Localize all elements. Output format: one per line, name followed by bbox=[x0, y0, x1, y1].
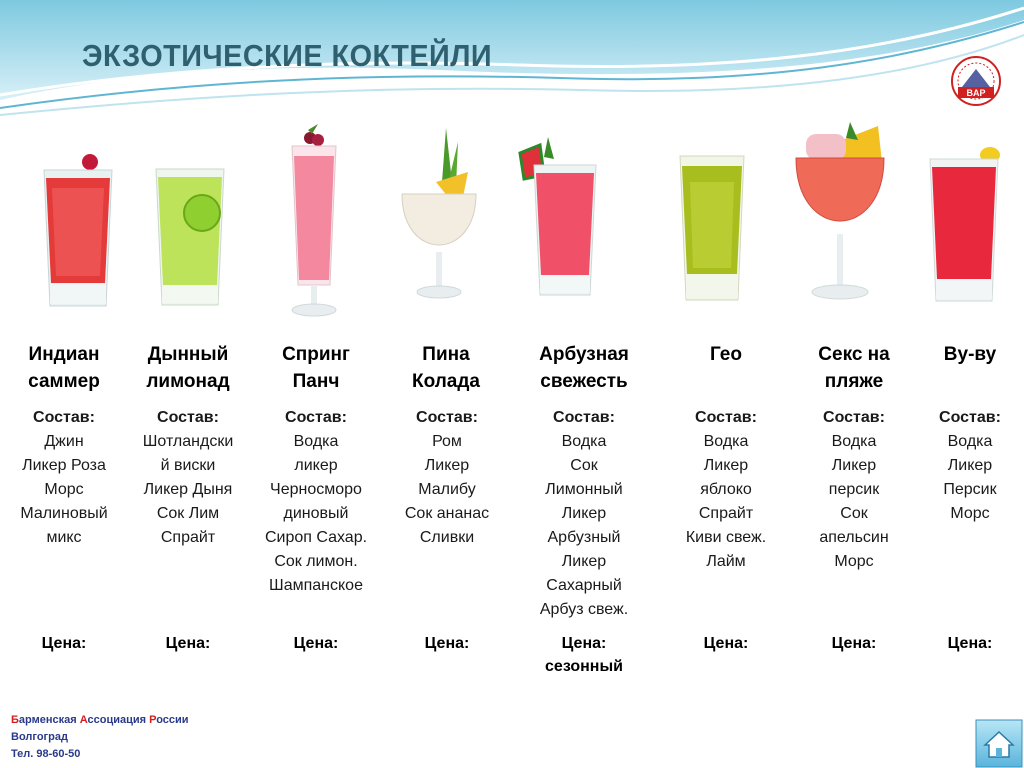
ingredient: Шотландски bbox=[142, 433, 234, 450]
ingredient: Сироп Сахар. bbox=[264, 529, 368, 546]
ingredient: Спрайт bbox=[160, 529, 216, 546]
ingredient: Сок Лим bbox=[156, 505, 220, 522]
ingredient: Сливки bbox=[419, 529, 475, 546]
price-2: Цена: bbox=[165, 635, 211, 652]
ingredient: Водка bbox=[947, 433, 993, 450]
ingredient: Арбузный bbox=[547, 529, 621, 546]
cocktail-name-4: Пина Колада bbox=[412, 344, 480, 392]
composition-list-3 bbox=[250, 406, 382, 598]
ingredient: Персик bbox=[943, 481, 997, 498]
ingredient: Водка bbox=[561, 433, 607, 450]
cocktail-image-sex-on-the-beach bbox=[792, 122, 888, 304]
ingredient: Киви свеж. bbox=[685, 529, 767, 546]
ingredient: Малиновый bbox=[20, 505, 108, 522]
ingredient: Лайм bbox=[706, 553, 746, 570]
cocktail-image-indian-summer bbox=[38, 148, 118, 313]
home-icon[interactable] bbox=[975, 719, 1023, 768]
ingredient: Ликер bbox=[703, 457, 749, 474]
price-7: Цена: bbox=[831, 635, 877, 652]
price-6: Цена: bbox=[703, 635, 749, 652]
ingredient: Джин bbox=[44, 433, 84, 450]
cocktail-image-geo bbox=[676, 142, 748, 304]
ingredient: Водка bbox=[831, 433, 877, 450]
ingredient: Арбуз свеж. bbox=[539, 601, 629, 618]
ingredient: Ликер bbox=[947, 457, 993, 474]
ingredient: яблоко bbox=[700, 481, 752, 498]
ingredient: микс bbox=[46, 529, 82, 546]
ingredient: Морс bbox=[834, 553, 874, 570]
ingredient: ликер bbox=[294, 457, 338, 474]
ingredient: Сок ананас bbox=[404, 505, 490, 522]
cocktail-image-woo-woo bbox=[926, 145, 1002, 305]
ingredient: Лимонный bbox=[545, 481, 623, 498]
composition-list-2 bbox=[126, 406, 250, 550]
ingredient: Ликер bbox=[561, 553, 607, 570]
price-3: Цена: bbox=[293, 635, 339, 652]
ingredient: Морс bbox=[44, 481, 84, 498]
composition-label: Состав: bbox=[553, 409, 615, 426]
association-logo bbox=[948, 55, 1004, 107]
ingredient: Водка bbox=[703, 433, 749, 450]
cocktail-name-3: Спринг Панч bbox=[282, 344, 350, 392]
ingredient: Ликер bbox=[424, 457, 470, 474]
page-title: ЭКЗОТИЧЕСКИЕ КОКТЕЙЛИ bbox=[82, 38, 493, 73]
composition-list-6 bbox=[664, 406, 788, 574]
composition-label: Состав: bbox=[416, 409, 478, 426]
composition-list-5 bbox=[520, 406, 648, 622]
cocktail-name-6: Гео bbox=[710, 344, 742, 365]
price-4: Цена: bbox=[424, 635, 470, 652]
price-5: Цена: сезонный bbox=[545, 635, 623, 675]
phone: Тел. 98-60-50 bbox=[11, 748, 81, 760]
ingredient: Сок лимон. bbox=[274, 553, 358, 570]
composition-list-7 bbox=[792, 406, 916, 574]
ingredient: Сок bbox=[840, 505, 868, 522]
price-1: Цена: bbox=[41, 635, 87, 652]
cocktail-image-pina-colada bbox=[398, 122, 480, 302]
cocktail-image-melon-lemonade bbox=[152, 155, 228, 310]
composition-list-8 bbox=[916, 406, 1024, 526]
ingredient: диновый bbox=[283, 505, 349, 522]
composition-label: Состав: bbox=[157, 409, 219, 426]
ingredient: Сахарный bbox=[546, 577, 622, 594]
ingredient: Спрайт bbox=[698, 505, 754, 522]
ingredient: Малибу bbox=[418, 481, 476, 498]
ingredient: Ликер bbox=[831, 457, 877, 474]
ingredient: Водка bbox=[293, 433, 339, 450]
cocktail-name-5: Арбузная свежесть bbox=[539, 344, 629, 392]
ingredient: Морс bbox=[950, 505, 990, 522]
composition-label: Состав: bbox=[823, 409, 885, 426]
city: Волгоград bbox=[11, 731, 68, 743]
cocktail-name-2: Дынный лимонад bbox=[146, 344, 230, 392]
ingredient: Ликер bbox=[561, 505, 607, 522]
composition-label: Состав: bbox=[939, 409, 1001, 426]
cocktail-image-spring-punch bbox=[282, 120, 346, 318]
ingredient: Ликер Роза bbox=[22, 457, 106, 474]
ingredient: Шампанское bbox=[269, 577, 363, 594]
svg-text:BAP: BAP bbox=[966, 88, 986, 98]
ingredient: Ром bbox=[432, 433, 462, 450]
composition-label: Состав: bbox=[33, 409, 95, 426]
organization-name: Барменская Ассоциация России bbox=[11, 714, 189, 726]
cocktail-image-watermelon bbox=[518, 135, 600, 303]
ingredient: Сок bbox=[570, 457, 598, 474]
composition-label: Состав: bbox=[285, 409, 347, 426]
ingredient: й виски bbox=[160, 457, 216, 474]
ingredient: Ликер Дыня bbox=[143, 481, 233, 498]
composition-list-4 bbox=[386, 406, 508, 550]
cocktail-name-8: Ву-ву bbox=[943, 344, 997, 365]
ingredient: апельсин bbox=[819, 529, 889, 546]
composition-list-1 bbox=[2, 406, 126, 550]
composition-label: Состав: bbox=[695, 409, 757, 426]
price-8: Цена: bbox=[947, 635, 993, 652]
footer-contact bbox=[11, 712, 189, 763]
ingredient: персик bbox=[828, 481, 880, 498]
ingredient: Черносморо bbox=[270, 481, 362, 498]
cocktail-name-1: Индиан саммер bbox=[28, 344, 100, 392]
cocktail-name-7: Секс на пляже bbox=[818, 344, 890, 392]
